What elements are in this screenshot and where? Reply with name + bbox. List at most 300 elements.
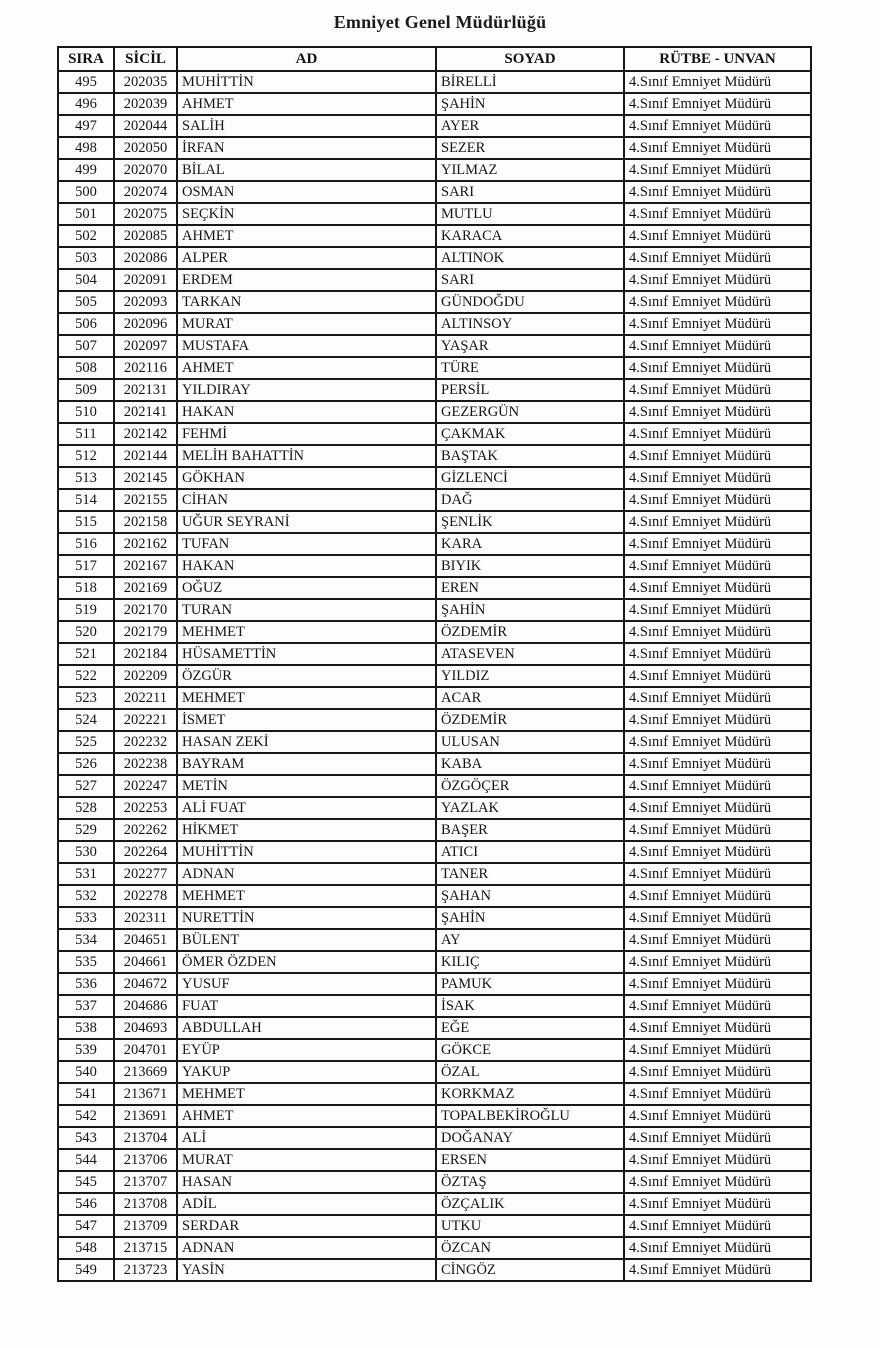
cell-soyad: ATICI (436, 841, 624, 863)
cell-rutbe-unvan: 4.Sınıf Emniyet Müdürü (624, 863, 811, 885)
cell-soyad: GİZLENCİ (436, 467, 624, 489)
table-row (58, 643, 811, 665)
cell-sicil: 202262 (114, 819, 177, 841)
cell-sicil: 213707 (114, 1171, 177, 1193)
cell-sira: 518 (58, 577, 114, 599)
cell-sicil: 213704 (114, 1127, 177, 1149)
cell-ad: MEHMET (177, 621, 436, 643)
cell-rutbe-unvan: 4.Sınıf Emniyet Müdürü (624, 203, 811, 225)
cell-ad: MURAT (177, 1149, 436, 1171)
cell-ad: HAKAN (177, 555, 436, 577)
cell-soyad: ŞENLİK (436, 511, 624, 533)
cell-ad: HÜSAMETTİN (177, 643, 436, 665)
table-row (58, 379, 811, 401)
cell-rutbe-unvan: 4.Sınıf Emniyet Müdürü (624, 137, 811, 159)
cell-ad: AHMET (177, 225, 436, 247)
cell-sicil: 202044 (114, 115, 177, 137)
cell-soyad: SARI (436, 181, 624, 203)
cell-soyad: GÖKCE (436, 1039, 624, 1061)
cell-sicil: 202116 (114, 357, 177, 379)
cell-sira: 504 (58, 269, 114, 291)
cell-sira: 545 (58, 1171, 114, 1193)
cell-sira: 546 (58, 1193, 114, 1215)
cell-rutbe-unvan: 4.Sınıf Emniyet Müdürü (624, 1171, 811, 1193)
table-row (58, 1039, 811, 1061)
cell-soyad: ŞAHİN (436, 599, 624, 621)
table-row (58, 203, 811, 225)
cell-rutbe-unvan: 4.Sınıf Emniyet Müdürü (624, 643, 811, 665)
cell-rutbe-unvan: 4.Sınıf Emniyet Müdürü (624, 665, 811, 687)
cell-sira: 496 (58, 93, 114, 115)
cell-sira: 523 (58, 687, 114, 709)
cell-ad: UĞUR SEYRANİ (177, 511, 436, 533)
cell-ad: SEÇKİN (177, 203, 436, 225)
cell-sira: 541 (58, 1083, 114, 1105)
cell-sicil: 213708 (114, 1193, 177, 1215)
cell-rutbe-unvan: 4.Sınıf Emniyet Müdürü (624, 511, 811, 533)
cell-ad: ÖZGÜR (177, 665, 436, 687)
cell-rutbe-unvan: 4.Sınıf Emniyet Müdürü (624, 247, 811, 269)
cell-sira: 514 (58, 489, 114, 511)
cell-ad: ADİL (177, 1193, 436, 1215)
table-row (58, 71, 811, 93)
cell-sira: 542 (58, 1105, 114, 1127)
table-header (58, 47, 811, 71)
cell-soyad: ÖZDEMİR (436, 709, 624, 731)
cell-rutbe-unvan: 4.Sınıf Emniyet Müdürü (624, 577, 811, 599)
table-body (58, 71, 811, 1281)
cell-sira: 531 (58, 863, 114, 885)
table-row (58, 775, 811, 797)
table-row (58, 93, 811, 115)
cell-sira: 521 (58, 643, 114, 665)
cell-rutbe-unvan: 4.Sınıf Emniyet Müdürü (624, 841, 811, 863)
cell-sira: 503 (58, 247, 114, 269)
cell-ad: CİHAN (177, 489, 436, 511)
cell-sicil: 202155 (114, 489, 177, 511)
table-row (58, 1083, 811, 1105)
cell-rutbe-unvan: 4.Sınıf Emniyet Müdürü (624, 555, 811, 577)
cell-sira: 533 (58, 907, 114, 929)
cell-rutbe-unvan: 4.Sınıf Emniyet Müdürü (624, 1215, 811, 1237)
cell-sicil: 202086 (114, 247, 177, 269)
cell-ad: METİN (177, 775, 436, 797)
cell-rutbe-unvan: 4.Sınıf Emniyet Müdürü (624, 1149, 811, 1171)
cell-ad: MUHİTTİN (177, 841, 436, 863)
cell-soyad: ERSEN (436, 1149, 624, 1171)
table-row (58, 357, 811, 379)
cell-soyad: AY (436, 929, 624, 951)
table-row (58, 731, 811, 753)
table-row (58, 885, 811, 907)
cell-soyad: EREN (436, 577, 624, 599)
table-row (58, 291, 811, 313)
table-row (58, 1061, 811, 1083)
cell-ad: MEHMET (177, 885, 436, 907)
cell-rutbe-unvan: 4.Sınıf Emniyet Müdürü (624, 1017, 811, 1039)
cell-sicil: 202162 (114, 533, 177, 555)
cell-soyad: KARA (436, 533, 624, 555)
cell-soyad: ACAR (436, 687, 624, 709)
cell-rutbe-unvan: 4.Sınıf Emniyet Müdürü (624, 1237, 811, 1259)
cell-sicil: 202211 (114, 687, 177, 709)
cell-sira: 507 (58, 335, 114, 357)
cell-soyad: TOPALBEKİROĞLU (436, 1105, 624, 1127)
cell-soyad: TÜRE (436, 357, 624, 379)
cell-rutbe-unvan: 4.Sınıf Emniyet Müdürü (624, 709, 811, 731)
cell-ad: TUFAN (177, 533, 436, 555)
cell-ad: ADNAN (177, 1237, 436, 1259)
cell-ad: ALİ FUAT (177, 797, 436, 819)
cell-ad: MEHMET (177, 687, 436, 709)
cell-rutbe-unvan: 4.Sınıf Emniyet Müdürü (624, 93, 811, 115)
cell-sicil: 202070 (114, 159, 177, 181)
cell-sicil: 202096 (114, 313, 177, 335)
cell-rutbe-unvan: 4.Sınıf Emniyet Müdürü (624, 1083, 811, 1105)
cell-sicil: 202050 (114, 137, 177, 159)
cell-sira: 502 (58, 225, 114, 247)
table-row (58, 863, 811, 885)
header-rutbe-unvan: RÜTBE - UNVAN (624, 47, 811, 71)
table-row (58, 511, 811, 533)
cell-ad: HAKAN (177, 401, 436, 423)
table-row (58, 489, 811, 511)
cell-sira: 532 (58, 885, 114, 907)
cell-soyad: GEZERGÜN (436, 401, 624, 423)
cell-rutbe-unvan: 4.Sınıf Emniyet Müdürü (624, 445, 811, 467)
cell-soyad: EĞE (436, 1017, 624, 1039)
cell-soyad: BAŞTAK (436, 445, 624, 467)
header-soyad: SOYAD (436, 47, 624, 71)
cell-rutbe-unvan: 4.Sınıf Emniyet Müdürü (624, 71, 811, 93)
cell-rutbe-unvan: 4.Sınıf Emniyet Müdürü (624, 489, 811, 511)
cell-sicil: 202169 (114, 577, 177, 599)
cell-sicil: 213723 (114, 1259, 177, 1281)
cell-soyad: MUTLU (436, 203, 624, 225)
cell-ad: EYÜP (177, 1039, 436, 1061)
cell-sicil: 213671 (114, 1083, 177, 1105)
cell-soyad: PAMUK (436, 973, 624, 995)
cell-rutbe-unvan: 4.Sınıf Emniyet Müdürü (624, 687, 811, 709)
cell-soyad: KABA (436, 753, 624, 775)
cell-sira: 539 (58, 1039, 114, 1061)
cell-sicil: 213715 (114, 1237, 177, 1259)
cell-sira: 517 (58, 555, 114, 577)
cell-sira: 500 (58, 181, 114, 203)
cell-rutbe-unvan: 4.Sınıf Emniyet Müdürü (624, 423, 811, 445)
cell-rutbe-unvan: 4.Sınıf Emniyet Müdürü (624, 1259, 811, 1281)
cell-soyad: YAZLAK (436, 797, 624, 819)
cell-soyad: PERSİL (436, 379, 624, 401)
cell-sira: 544 (58, 1149, 114, 1171)
table-row (58, 841, 811, 863)
cell-ad: AHMET (177, 93, 436, 115)
table-row (58, 709, 811, 731)
cell-rutbe-unvan: 4.Sınıf Emniyet Müdürü (624, 291, 811, 313)
cell-sicil: 202158 (114, 511, 177, 533)
cell-ad: AHMET (177, 357, 436, 379)
cell-rutbe-unvan: 4.Sınıf Emniyet Müdürü (624, 269, 811, 291)
cell-ad: ALİ (177, 1127, 436, 1149)
table-row (58, 1237, 811, 1259)
cell-sira: 508 (58, 357, 114, 379)
cell-sicil: 202253 (114, 797, 177, 819)
table-row (58, 907, 811, 929)
cell-soyad: YAŞAR (436, 335, 624, 357)
table-row (58, 115, 811, 137)
cell-rutbe-unvan: 4.Sınıf Emniyet Müdürü (624, 181, 811, 203)
cell-soyad: DAĞ (436, 489, 624, 511)
cell-ad: BİLAL (177, 159, 436, 181)
cell-rutbe-unvan: 4.Sınıf Emniyet Müdürü (624, 621, 811, 643)
cell-soyad: CİNGÖZ (436, 1259, 624, 1281)
table-row (58, 621, 811, 643)
cell-rutbe-unvan: 4.Sınıf Emniyet Müdürü (624, 1127, 811, 1149)
cell-rutbe-unvan: 4.Sınıf Emniyet Müdürü (624, 1061, 811, 1083)
table-row (58, 819, 811, 841)
cell-ad: TURAN (177, 599, 436, 621)
cell-ad: İSMET (177, 709, 436, 731)
cell-sira: 534 (58, 929, 114, 951)
cell-sira: 526 (58, 753, 114, 775)
cell-ad: İRFAN (177, 137, 436, 159)
cell-sicil: 202074 (114, 181, 177, 203)
cell-rutbe-unvan: 4.Sınıf Emniyet Müdürü (624, 401, 811, 423)
cell-soyad: KARACA (436, 225, 624, 247)
cell-sira: 501 (58, 203, 114, 225)
cell-sicil: 213709 (114, 1215, 177, 1237)
cell-rutbe-unvan: 4.Sınıf Emniyet Müdürü (624, 1105, 811, 1127)
cell-rutbe-unvan: 4.Sınıf Emniyet Müdürü (624, 731, 811, 753)
cell-sira: 543 (58, 1127, 114, 1149)
cell-rutbe-unvan: 4.Sınıf Emniyet Müdürü (624, 995, 811, 1017)
table-row (58, 247, 811, 269)
cell-sira: 537 (58, 995, 114, 1017)
table-row (58, 1193, 811, 1215)
cell-sicil: 202278 (114, 885, 177, 907)
cell-rutbe-unvan: 4.Sınıf Emniyet Müdürü (624, 159, 811, 181)
cell-sicil: 202085 (114, 225, 177, 247)
cell-sira: 516 (58, 533, 114, 555)
cell-ad: HASAN (177, 1171, 436, 1193)
cell-sicil: 202039 (114, 93, 177, 115)
cell-rutbe-unvan: 4.Sınıf Emniyet Müdürü (624, 225, 811, 247)
cell-rutbe-unvan: 4.Sınıf Emniyet Müdürü (624, 533, 811, 555)
cell-sicil: 202035 (114, 71, 177, 93)
cell-sira: 506 (58, 313, 114, 335)
table-row (58, 1105, 811, 1127)
header-sira: SIRA (58, 47, 114, 71)
cell-ad: YUSUF (177, 973, 436, 995)
cell-rutbe-unvan: 4.Sınıf Emniyet Müdürü (624, 797, 811, 819)
cell-sira: 495 (58, 71, 114, 93)
cell-soyad: ŞAHİN (436, 907, 624, 929)
cell-rutbe-unvan: 4.Sınıf Emniyet Müdürü (624, 467, 811, 489)
cell-sicil: 202184 (114, 643, 177, 665)
cell-soyad: İSAK (436, 995, 624, 1017)
cell-soyad: ÖZGÖÇER (436, 775, 624, 797)
cell-soyad: YILMAZ (436, 159, 624, 181)
cell-sira: 513 (58, 467, 114, 489)
cell-sicil: 202075 (114, 203, 177, 225)
cell-soyad: SARI (436, 269, 624, 291)
table-row (58, 687, 811, 709)
cell-soyad: ÖZÇALIK (436, 1193, 624, 1215)
cell-sira: 498 (58, 137, 114, 159)
cell-sira: 522 (58, 665, 114, 687)
table-row (58, 1215, 811, 1237)
records-table (57, 46, 812, 1282)
cell-sicil: 202238 (114, 753, 177, 775)
cell-sira: 528 (58, 797, 114, 819)
cell-rutbe-unvan: 4.Sınıf Emniyet Müdürü (624, 335, 811, 357)
cell-sicil: 202264 (114, 841, 177, 863)
cell-ad: ABDULLAH (177, 1017, 436, 1039)
cell-sira: 535 (58, 951, 114, 973)
cell-soyad: ÖZAL (436, 1061, 624, 1083)
cell-soyad: ŞAHİN (436, 93, 624, 115)
cell-sicil: 204693 (114, 1017, 177, 1039)
table-row (58, 401, 811, 423)
cell-sicil: 202142 (114, 423, 177, 445)
cell-ad: MELİH BAHATTİN (177, 445, 436, 467)
cell-sicil: 204701 (114, 1039, 177, 1061)
table-row (58, 929, 811, 951)
cell-soyad: GÜNDOĞDU (436, 291, 624, 313)
cell-sira: 525 (58, 731, 114, 753)
cell-ad: MUSTAFA (177, 335, 436, 357)
cell-rutbe-unvan: 4.Sınıf Emniyet Müdürü (624, 115, 811, 137)
cell-soyad: BAŞER (436, 819, 624, 841)
table-row (58, 467, 811, 489)
cell-sicil: 202167 (114, 555, 177, 577)
cell-sira: 519 (58, 599, 114, 621)
cell-ad: FUAT (177, 995, 436, 1017)
cell-sicil: 202144 (114, 445, 177, 467)
cell-sira: 505 (58, 291, 114, 313)
cell-ad: OĞUZ (177, 577, 436, 599)
cell-sira: 530 (58, 841, 114, 863)
cell-sicil: 202097 (114, 335, 177, 357)
header-row (58, 47, 811, 71)
cell-sicil: 213691 (114, 1105, 177, 1127)
cell-rutbe-unvan: 4.Sınıf Emniyet Müdürü (624, 599, 811, 621)
table-row (58, 973, 811, 995)
table-row (58, 445, 811, 467)
cell-ad: SALİH (177, 115, 436, 137)
cell-sicil: 204672 (114, 973, 177, 995)
cell-sicil: 202179 (114, 621, 177, 643)
cell-soyad: UTKU (436, 1215, 624, 1237)
cell-rutbe-unvan: 4.Sınıf Emniyet Müdürü (624, 357, 811, 379)
page-title: Emniyet Genel Müdürlüğü (333, 12, 547, 32)
cell-ad: MURAT (177, 313, 436, 335)
cell-sira: 497 (58, 115, 114, 137)
cell-ad: MEHMET (177, 1083, 436, 1105)
cell-rutbe-unvan: 4.Sınıf Emniyet Müdürü (624, 929, 811, 951)
cell-sira: 524 (58, 709, 114, 731)
cell-ad: SERDAR (177, 1215, 436, 1237)
cell-ad: ADNAN (177, 863, 436, 885)
cell-sicil: 202145 (114, 467, 177, 489)
cell-sicil: 202247 (114, 775, 177, 797)
table-row (58, 753, 811, 775)
cell-sira: 510 (58, 401, 114, 423)
cell-soyad: ÖZTAŞ (436, 1171, 624, 1193)
cell-rutbe-unvan: 4.Sınıf Emniyet Müdürü (624, 313, 811, 335)
cell-sicil: 202311 (114, 907, 177, 929)
cell-sira: 540 (58, 1061, 114, 1083)
cell-sicil: 213669 (114, 1061, 177, 1083)
cell-sira: 515 (58, 511, 114, 533)
table-row (58, 995, 811, 1017)
cell-ad: YILDIRAY (177, 379, 436, 401)
cell-ad: HİKMET (177, 819, 436, 841)
cell-sira: 536 (58, 973, 114, 995)
cell-sicil: 204651 (114, 929, 177, 951)
cell-soyad: TANER (436, 863, 624, 885)
cell-ad: MUHİTTİN (177, 71, 436, 93)
cell-soyad: ÇAKMAK (436, 423, 624, 445)
cell-sicil: 202277 (114, 863, 177, 885)
cell-sira: 520 (58, 621, 114, 643)
cell-ad: BAYRAM (177, 753, 436, 775)
cell-soyad: ATASEVEN (436, 643, 624, 665)
cell-soyad: DOĞANAY (436, 1127, 624, 1149)
cell-rutbe-unvan: 4.Sınıf Emniyet Müdürü (624, 819, 811, 841)
cell-ad: ERDEM (177, 269, 436, 291)
cell-sicil: 204661 (114, 951, 177, 973)
cell-ad: AHMET (177, 1105, 436, 1127)
cell-soyad: KORKMAZ (436, 1083, 624, 1105)
cell-rutbe-unvan: 4.Sınıf Emniyet Müdürü (624, 1039, 811, 1061)
cell-sira: 511 (58, 423, 114, 445)
table-row (58, 423, 811, 445)
cell-soyad: KILIÇ (436, 951, 624, 973)
cell-ad: TARKAN (177, 291, 436, 313)
cell-rutbe-unvan: 4.Sınıf Emniyet Müdürü (624, 379, 811, 401)
cell-soyad: ŞAHAN (436, 885, 624, 907)
table-row (58, 665, 811, 687)
table-row (58, 1171, 811, 1193)
table-row (58, 797, 811, 819)
table-row (58, 599, 811, 621)
cell-sira: 529 (58, 819, 114, 841)
cell-sicil: 202093 (114, 291, 177, 313)
table-row (58, 313, 811, 335)
cell-rutbe-unvan: 4.Sınıf Emniyet Müdürü (624, 753, 811, 775)
cell-soyad: BİRELLİ (436, 71, 624, 93)
cell-ad: HASAN ZEKİ (177, 731, 436, 753)
cell-soyad: ALTINOK (436, 247, 624, 269)
table-row (58, 1017, 811, 1039)
cell-sicil: 202141 (114, 401, 177, 423)
cell-ad: OSMAN (177, 181, 436, 203)
header-ad: AD (177, 47, 436, 71)
table-row (58, 577, 811, 599)
table-row (58, 269, 811, 291)
cell-sicil: 202232 (114, 731, 177, 753)
cell-sira: 512 (58, 445, 114, 467)
cell-rutbe-unvan: 4.Sınıf Emniyet Müdürü (624, 951, 811, 973)
cell-soyad: BIYIK (436, 555, 624, 577)
table-row (58, 335, 811, 357)
cell-sira: 527 (58, 775, 114, 797)
cell-ad: BÜLENT (177, 929, 436, 951)
cell-rutbe-unvan: 4.Sınıf Emniyet Müdürü (624, 885, 811, 907)
cell-rutbe-unvan: 4.Sınıf Emniyet Müdürü (624, 1193, 811, 1215)
cell-sira: 499 (58, 159, 114, 181)
